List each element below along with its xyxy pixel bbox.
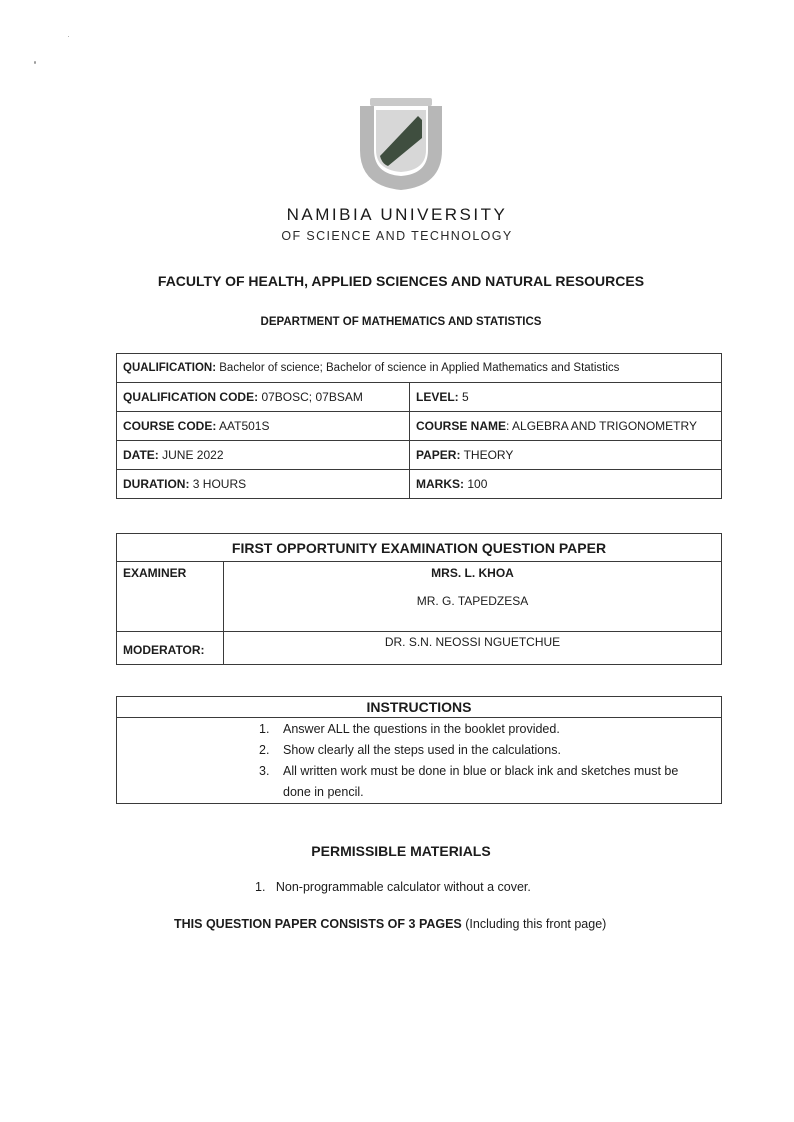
table-row xyxy=(117,534,722,562)
table-row xyxy=(117,412,722,441)
paper-cell xyxy=(410,441,722,470)
course-code-label: COURSE CODE: xyxy=(123,419,217,433)
list-item-number: 2. xyxy=(259,743,270,757)
qualification-label: QUALIFICATION: xyxy=(123,362,217,374)
paper-value: THEORY xyxy=(463,448,514,462)
instructions-title: INSTRUCTIONS xyxy=(117,697,721,718)
duration-cell xyxy=(117,470,410,499)
university-name: NAMIBIA UNIVERSITY xyxy=(286,205,508,224)
faculty-heading: FACULTY OF HEALTH, APPLIED SCIENCES AND NATURAL RESOURCES xyxy=(157,273,645,289)
paper-label: PAPER: xyxy=(416,448,461,462)
list-item-text: Answer ALL the questions in the booklet provided. xyxy=(283,722,560,736)
examiner-label: EXAMINER xyxy=(123,566,187,580)
permissible-materials-title: PERMISSIBLE MATERIALS xyxy=(311,843,491,859)
table-row xyxy=(117,632,722,665)
permissible-item-text: Non-programmable calculator without a cover. xyxy=(275,880,531,894)
examiner-names-cell xyxy=(224,562,722,632)
scan-speck xyxy=(68,36,69,37)
qualification-code-value: 07BOSC; 07BSAM xyxy=(261,390,363,404)
page-count-note xyxy=(174,917,606,931)
examiner-2: MR. G. TAPEDZESA xyxy=(416,594,529,608)
qualification-table xyxy=(116,353,722,499)
instructions-box xyxy=(116,696,722,804)
page-count-normal: (Including this front page) xyxy=(465,917,607,931)
course-name-value: : ALGEBRA AND TRIGONOMETRY xyxy=(506,419,697,433)
list-item xyxy=(259,719,704,740)
list-item xyxy=(259,761,704,803)
course-code-value: AAT501S xyxy=(219,419,270,433)
marks-value: 100 xyxy=(467,477,488,491)
course-name-cell xyxy=(410,412,722,441)
moderator-name: DR. S.N. NEOSSI NGUETCHUE xyxy=(224,632,722,665)
qualification-value: Bachelor of science; Bachelor of science in Applied Mathematics and Statistics xyxy=(219,362,620,374)
marks-label: MARKS: xyxy=(416,477,464,491)
course-code-cell xyxy=(117,412,410,441)
list-item-number: 1. xyxy=(259,722,270,736)
examiner-1: MRS. L. KHOA xyxy=(431,566,514,580)
moderator-label: MODERATOR: xyxy=(123,643,205,657)
instructions-list xyxy=(259,719,704,803)
qualification-cell xyxy=(117,354,722,383)
permissible-item xyxy=(255,880,531,894)
permissible-item-number: 1. xyxy=(255,880,266,894)
level-value: 5 xyxy=(462,390,469,404)
level-cell xyxy=(410,383,722,412)
page-count-bold: THIS QUESTION PAPER CONSISTS OF 3 PAGES xyxy=(174,917,462,931)
examiner-label-cell xyxy=(117,562,224,632)
level-label: LEVEL: xyxy=(416,390,459,404)
duration-label: DURATION: xyxy=(123,477,190,491)
scan-speck xyxy=(34,61,36,64)
course-name-label: COURSE NAME xyxy=(416,419,507,433)
table-row xyxy=(117,562,722,632)
list-item-text: Show clearly all the steps used in the calculations. xyxy=(283,743,561,757)
qualification-code-label: QUALIFICATION CODE: xyxy=(123,390,259,404)
list-item xyxy=(259,740,704,761)
date-cell xyxy=(117,441,410,470)
moderator-label-cell xyxy=(117,632,224,665)
table-row xyxy=(117,441,722,470)
examination-table xyxy=(116,533,722,665)
department-heading: DEPARTMENT OF MATHEMATICS AND STATISTICS xyxy=(260,316,542,328)
list-item-text: All written work must be done in blue or black ink and sketches must be done in pencil. xyxy=(283,764,679,799)
table-row xyxy=(117,470,722,499)
table-row xyxy=(117,354,722,383)
duration-value: 3 HOURS xyxy=(192,477,247,491)
university-logo xyxy=(356,96,446,192)
marks-cell xyxy=(410,470,722,499)
table-row xyxy=(117,383,722,412)
university-subtitle: OF SCIENCE AND TECHNOLOGY xyxy=(281,229,513,243)
qualification-code-cell xyxy=(117,383,410,412)
date-label: DATE: xyxy=(123,448,159,462)
date-value: JUNE 2022 xyxy=(162,448,224,462)
list-item-number: 3. xyxy=(259,764,270,778)
exam-title: FIRST OPPORTUNITY EXAMINATION QUESTION PAPER xyxy=(117,534,722,562)
